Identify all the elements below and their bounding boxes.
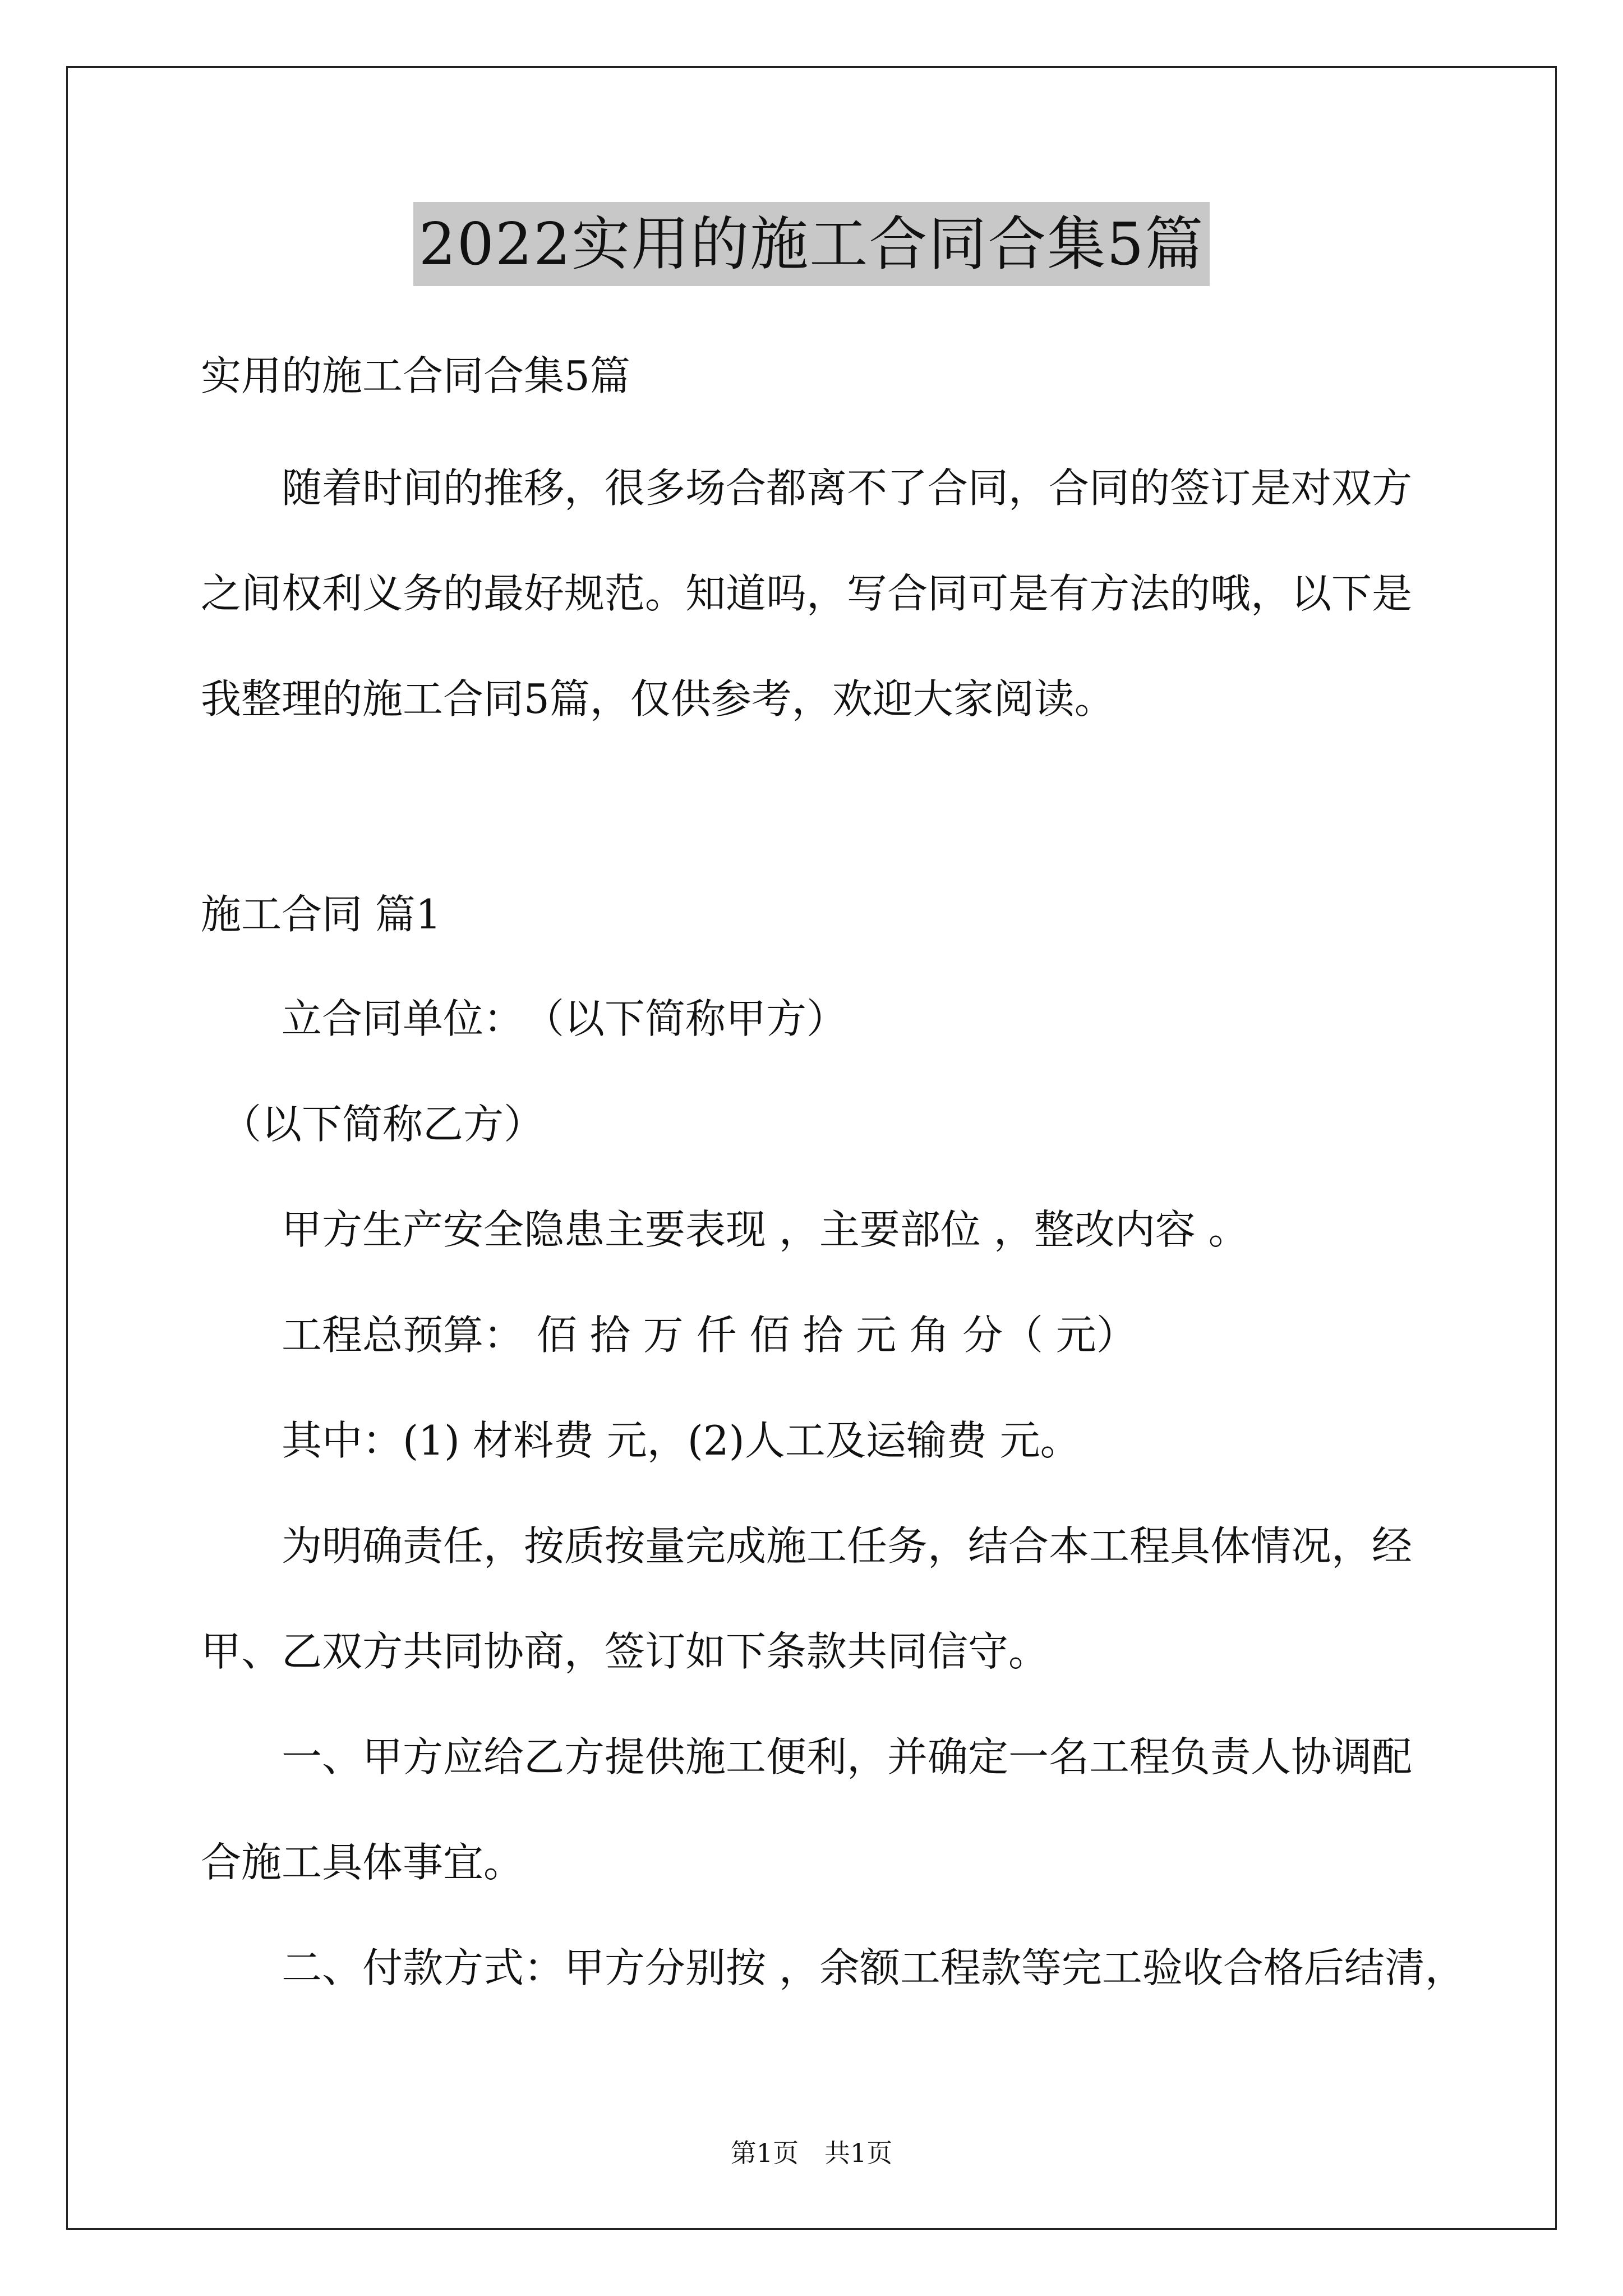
document-title: 2022实用的施工合同合集5篇: [413, 202, 1210, 286]
body-line: 工程总预算： 佰 拾 万 仟 佰 拾 元 角 分（ 元）: [201, 1312, 1137, 1359]
body-line: 甲方生产安全隐患主要表现 ，主要部位 ，整改内容 。: [201, 1206, 1249, 1253]
body-line: 之间权利义务的最好规范。知道吗，写合同可是有方法的哦，以下是: [201, 570, 1413, 617]
page-footer: 第1页 共1页: [730, 2138, 893, 2168]
body-line: 我整理的施工合同5篇，仅供参考，欢迎大家阅读。: [201, 675, 1115, 723]
body-line: 其中：(1) 材料费 元，(2)人工及运输费 元。: [201, 1417, 1081, 1464]
body-line: 甲、乙双方共同协商，签订如下条款共同信守。: [201, 1628, 1049, 1675]
body-line: （以下简称乙方）: [201, 1101, 545, 1148]
body-line: 一、甲方应给乙方提供施工便利，并确定一名工程负责人协调配: [201, 1733, 1413, 1780]
body-line: 合施工具体事宜。: [201, 1839, 524, 1886]
body-line: 立合同单位： （以下简称甲方）: [201, 995, 847, 1042]
title-container: [0, 202, 1623, 286]
body-line: 为明确责任，按质按量完成施工任务，结合本工程具体情况，经: [201, 1522, 1413, 1570]
body-line: 二、付款方式：甲方分别按 ，余额工程款等完工验收合格后结清，: [201, 1944, 1465, 1991]
section-heading: 施工合同 篇1: [201, 891, 441, 938]
subtitle-line: 实用的施工合同合集5篇: [201, 352, 630, 399]
body-line: 随着时间的推移，很多场合都离不了合同，合同的签订是对双方: [201, 464, 1413, 512]
